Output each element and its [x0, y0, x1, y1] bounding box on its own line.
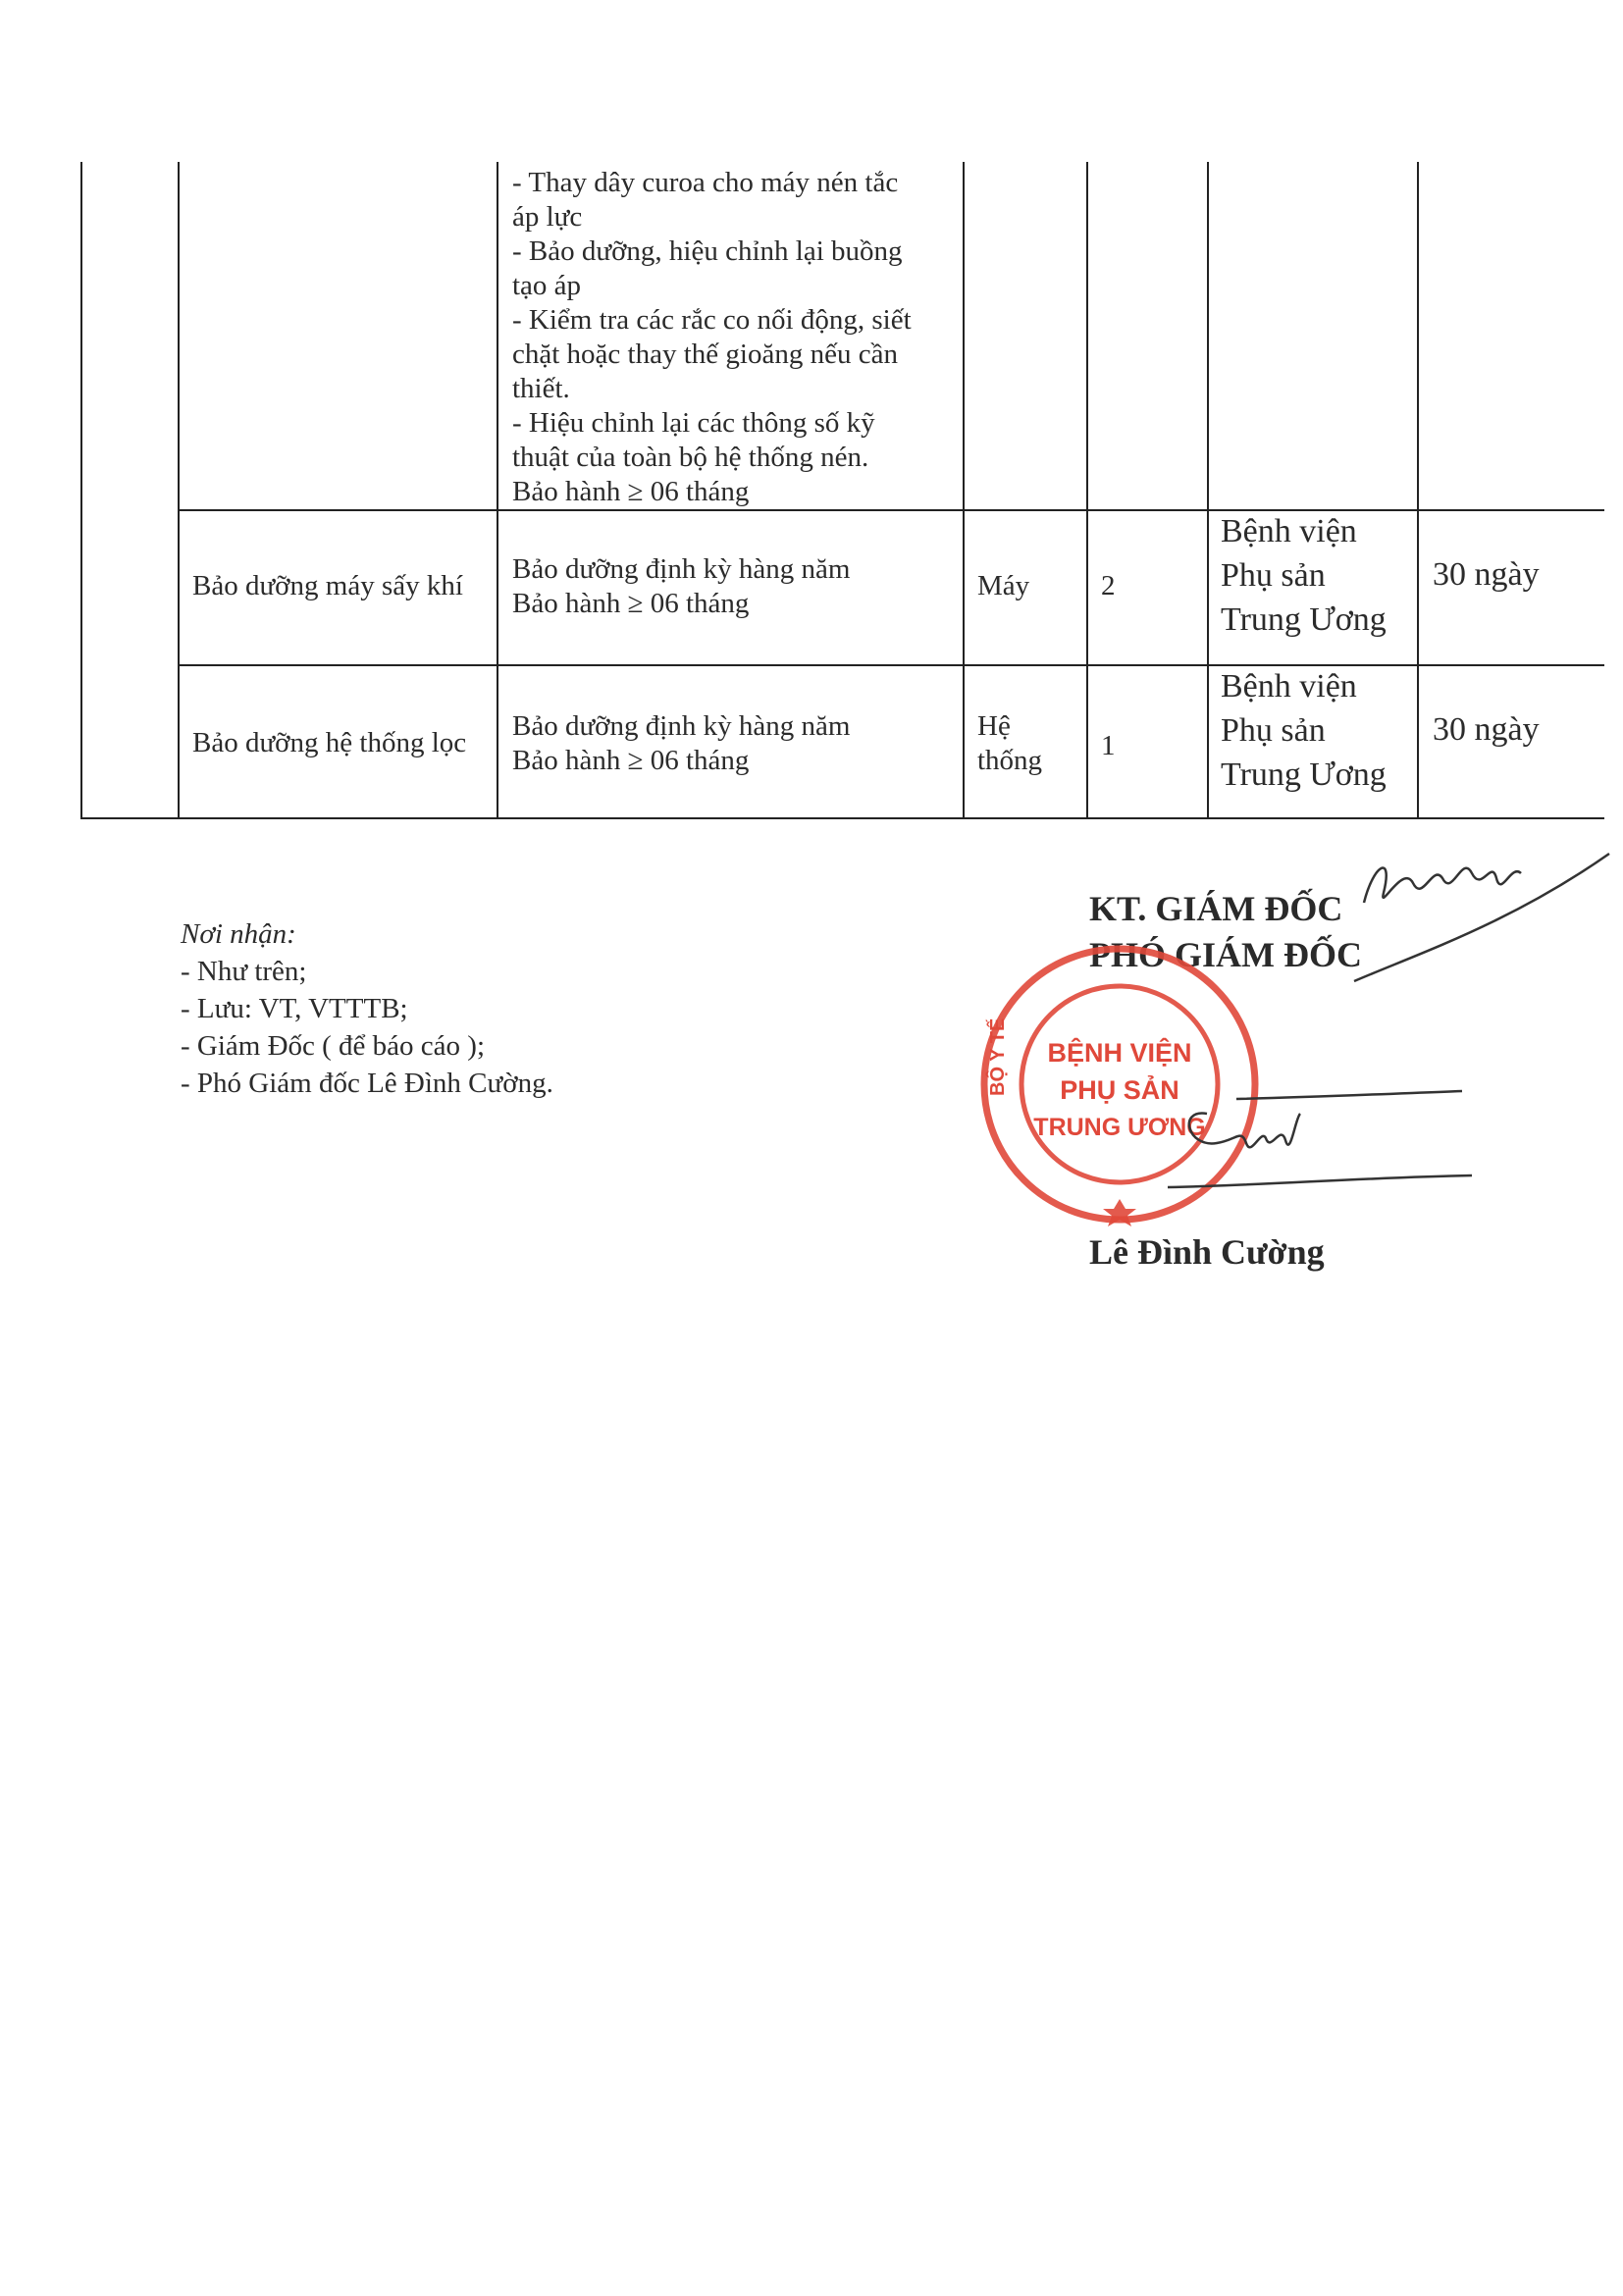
row1-desc-line: - Thay dây curoa cho máy nén tắc	[512, 167, 899, 198]
table-col-line-4	[1086, 162, 1088, 819]
row2-place-line: Trung Ương	[1221, 601, 1387, 638]
signer-name: Lê Đình Cường	[1089, 1232, 1325, 1272]
row1-desc-line: - Bảo dưỡng, hiệu chỉnh lại buồng	[512, 235, 903, 267]
row3-place-line: Trung Ương	[1221, 757, 1387, 793]
table-col-line-5	[1207, 162, 1209, 819]
row2-desc-line: Bảo hành ≥ 06 tháng	[512, 588, 750, 619]
official-stamp	[977, 942, 1262, 1226]
svg-text:PHỤ SẢN: PHỤ SẢN	[1060, 1075, 1179, 1105]
row1-desc-line: - Hiệu chỉnh lại các thông số kỹ	[512, 407, 875, 439]
row3-place	[1221, 664, 1417, 797]
table-col-line-6	[1417, 162, 1419, 819]
row2-place-line: Bệnh viện	[1221, 513, 1357, 549]
row3-unit-line: thống	[977, 745, 1043, 776]
svg-text:TRUNG ƯƠNG: TRUNG ƯƠNG	[1033, 1114, 1206, 1141]
row3-duration: 30 ngày	[1433, 711, 1540, 748]
row3-name: Bảo dưỡng hệ thống lọc	[192, 727, 467, 758]
row1-desc-line: chặt hoặc thay thế gioăng nếu cần	[512, 339, 898, 370]
table-border-left	[80, 162, 82, 819]
row3-desc-line: Bảo hành ≥ 06 tháng	[512, 745, 750, 776]
row3-unit	[977, 709, 1042, 778]
table-col-line-3	[963, 162, 965, 819]
row1-desc-line: - Kiểm tra các rắc co nối động, siết	[512, 304, 912, 336]
row2-place-line: Phụ sản	[1221, 557, 1326, 594]
row3-desc-line: Bảo dưỡng định kỳ hàng năm	[512, 710, 851, 742]
row2-place	[1221, 509, 1417, 642]
row3-quantity: 1	[1101, 730, 1116, 761]
row2-description	[512, 552, 954, 621]
row1-desc-line: Bảo hành ≥ 06 tháng	[512, 476, 750, 507]
row1-description	[512, 166, 954, 509]
recipient-item: - Như trên;	[181, 956, 307, 987]
row2-name: Bảo dưỡng máy sấy khí	[192, 570, 463, 601]
recipients-block	[181, 915, 553, 1102]
recipient-item: - Giám Đốc ( để báo cáo );	[181, 1030, 486, 1062]
row1-desc-line: thuật của toàn bộ hệ thống nén.	[512, 442, 869, 473]
row1-desc-line: áp lực	[512, 201, 583, 233]
svg-text:BỆNH VIỆN: BỆNH VIỆN	[1047, 1038, 1192, 1068]
table-col-line-1	[178, 162, 180, 819]
row1-desc-line: tạo áp	[512, 270, 582, 301]
handwritten-signature-top	[1335, 844, 1619, 1001]
row3-place-line: Bệnh viện	[1221, 668, 1357, 704]
row3-unit-line: Hệ	[977, 710, 1011, 742]
row2-unit: Máy	[977, 570, 1030, 601]
signer-title-line2: PHÓ GIÁM ĐỐC	[1089, 935, 1362, 974]
row1-desc-line: thiết.	[512, 373, 570, 404]
row3-place-line: Phụ sản	[1221, 712, 1326, 749]
table-border-bottom	[80, 817, 1604, 819]
row2-duration: 30 ngày	[1433, 556, 1540, 593]
table-col-line-2	[497, 162, 498, 819]
row3-description	[512, 709, 954, 778]
recipients-title: Nơi nhận:	[181, 918, 296, 950]
recipient-item: - Phó Giám đốc Lê Đình Cường.	[181, 1068, 553, 1099]
recipient-item: - Lưu: VT, VTTTB;	[181, 993, 408, 1024]
row2-desc-line: Bảo dưỡng định kỳ hàng năm	[512, 553, 851, 585]
signer-title-line1: KT. GIÁM ĐỐC	[1089, 889, 1343, 928]
maintenance-table	[80, 162, 1604, 819]
row2-quantity: 2	[1101, 570, 1116, 601]
svg-text:BỘ Y TẾ: BỘ Y TẾ	[987, 1018, 1009, 1096]
